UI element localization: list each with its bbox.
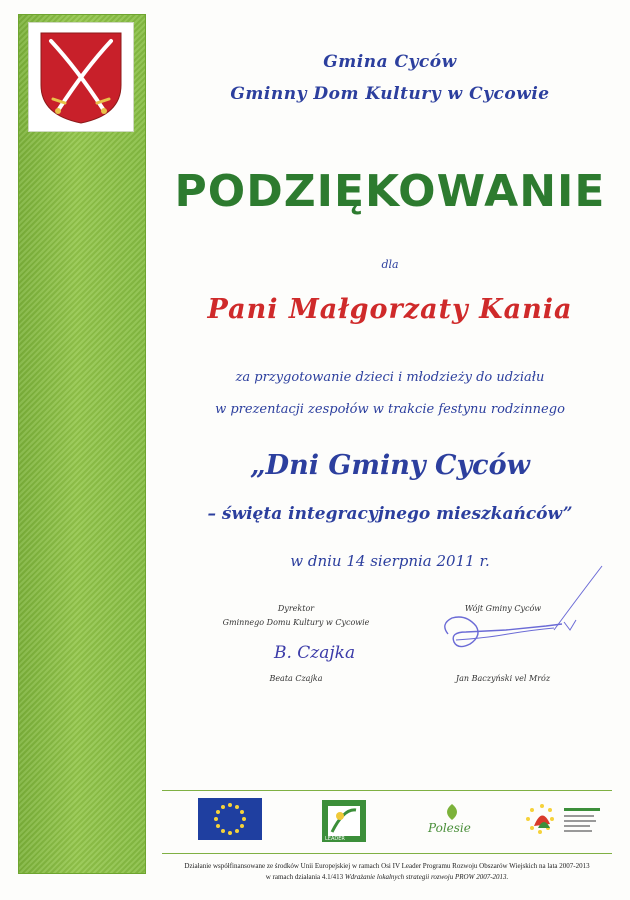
- prow-logo: [520, 798, 606, 844]
- leader-logo-text: LEADER: [325, 836, 345, 842]
- leader-logo: [320, 798, 368, 844]
- recipient-prefix: dla: [381, 258, 399, 271]
- left-signature-text: B. Czajka: [274, 643, 356, 663]
- event-subtitle: – święta integracyjnego mieszkańców”: [207, 504, 573, 524]
- left-handwritten-signature: [270, 636, 360, 668]
- crossed-sabres-icon: [37, 29, 125, 125]
- event-date: w dniu 14 sierpnia 2011 r.: [290, 552, 490, 570]
- body-line-2: w prezentacji zespołów w trakcie festynu rodzinnego: [215, 402, 565, 417]
- event-name: „Dni Gminy Cyców: [250, 450, 530, 481]
- left-signatory-org: Gminnego Domu Kultury w Cycowie: [222, 618, 370, 627]
- left-signatory-name: Beata Czajka: [269, 674, 323, 683]
- footer-funding-line-2: [152, 873, 622, 881]
- footer-divider-bottom: [162, 853, 612, 854]
- left-signatory-title: Dyrektor: [277, 604, 315, 613]
- right-signatory-title: Wójt Gminy Cyców: [464, 604, 542, 613]
- right-handwritten-signature: [436, 560, 616, 664]
- footer-line-2-prefix: w ramach działania 4.1/413: [265, 873, 344, 881]
- footer-divider-top: [162, 790, 612, 791]
- certificate-title: PODZIĘKOWANIE: [174, 166, 606, 217]
- right-signatory-name: Jan Baczyński vel Mróz: [455, 674, 551, 683]
- polesie-logo: [422, 798, 482, 840]
- polesie-logo-text: Polesie: [428, 821, 471, 835]
- footer-funding-line-1: Działanie współfinansowane ze środków Unii Europejskiej w ramach Osi IV Leader Programu Rozwoju Obszarów Wiejskich na lata 2007-2013: [184, 862, 590, 870]
- eu-flag-icon: [198, 798, 262, 840]
- coat-of-arms: [28, 22, 134, 132]
- body-line-1: za przygotowanie dzieci i młodzieży do udziału: [235, 370, 545, 385]
- footer-line-2-italic: Wdrażanie lokalnych strategii rozwoju PROW 2007-2013.: [344, 873, 509, 881]
- header-culture-house: Gminny Dom Kultury w Cycowie: [230, 84, 550, 104]
- sponsor-logos: [190, 798, 610, 848]
- recipient-name: Pani Małgorzaty Kania: [207, 294, 573, 325]
- header-municipality: Gmina Cyców: [323, 52, 457, 72]
- green-side-band: [18, 14, 146, 874]
